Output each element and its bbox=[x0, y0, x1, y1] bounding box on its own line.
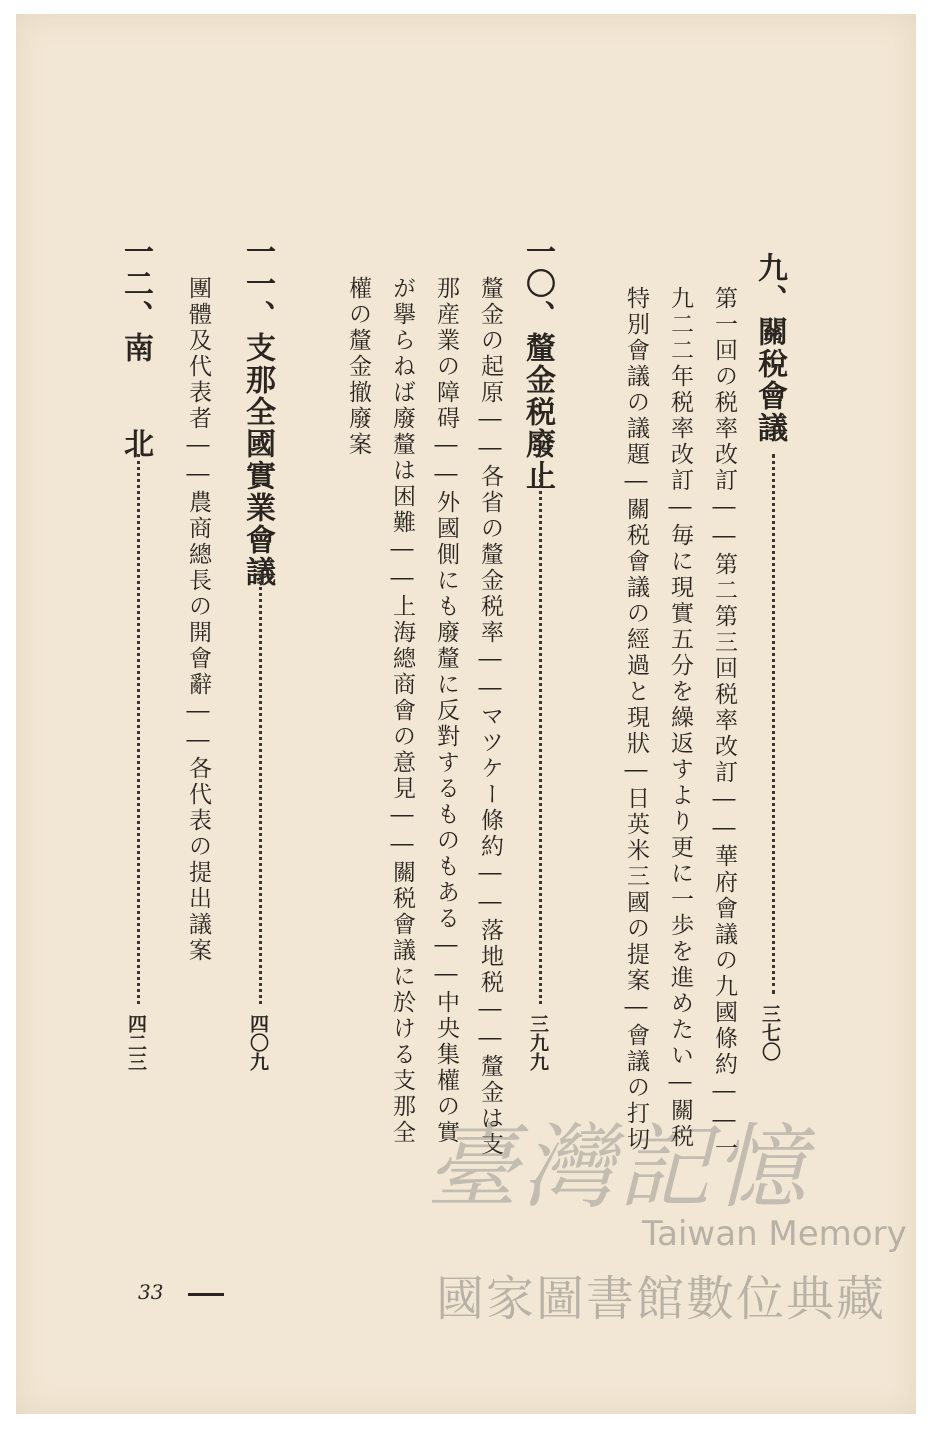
entry-title: 一〇、釐金税廢止 bbox=[520, 236, 555, 492]
entry-title: 一一、支那全國實業會議 bbox=[240, 236, 275, 588]
entry-line: 九二二年税率改訂―毎に現實五分を繰返すより更に一歩を進めたい―關税 bbox=[667, 286, 693, 1150]
watermark-chinese: 國家圖書館數位典藏 bbox=[436, 1271, 887, 1327]
folio-dash bbox=[188, 1293, 224, 1296]
entry-line: 釐金の起原――各省の釐金税率――マツケー條約――落地税――釐金は支 bbox=[477, 276, 503, 1158]
entry-line: 權の釐金撤廢案 bbox=[345, 276, 371, 458]
leader-dots bbox=[137, 454, 140, 1004]
book-page bbox=[16, 14, 916, 1414]
watermark-english: Taiwan Memory bbox=[642, 1214, 907, 1254]
entry-title: 九、關稅會議 bbox=[752, 252, 787, 444]
page-number: 三九九 bbox=[527, 1014, 549, 1071]
entry-line: 團體及代表者――農商總長の開會辭――各代表の提出議案 bbox=[185, 276, 211, 964]
entry-line: 第一回の税率改訂――第二第三回税率改訂――華府會議の九國條約――一 bbox=[711, 286, 737, 1162]
entry-title: 一二、南 北 bbox=[118, 236, 153, 460]
page-number: 四〇九 bbox=[247, 1014, 269, 1071]
leader-dots bbox=[259, 574, 262, 1004]
watermark-logo: 臺灣記憶 bbox=[426, 1114, 811, 1221]
entry-line: 特別會議の議題―關税會議の經過と現狀―日英米三國の提案―會議の打切 bbox=[623, 286, 649, 1153]
folio-number: 33 bbox=[138, 1280, 164, 1304]
entry-line: が擧らねば廢釐は困難――上海總商會の意見――關税會議に於ける支那全 bbox=[389, 276, 415, 1146]
page-number: 四二三 bbox=[125, 1014, 147, 1071]
leader-dots bbox=[772, 454, 775, 994]
page-number: 三七〇 bbox=[759, 1004, 781, 1061]
entry-line: 那産業の障碍――外國側にも廢釐に反對するものもある――中央集權の實 bbox=[433, 276, 459, 1146]
leader-dots bbox=[539, 474, 542, 1004]
